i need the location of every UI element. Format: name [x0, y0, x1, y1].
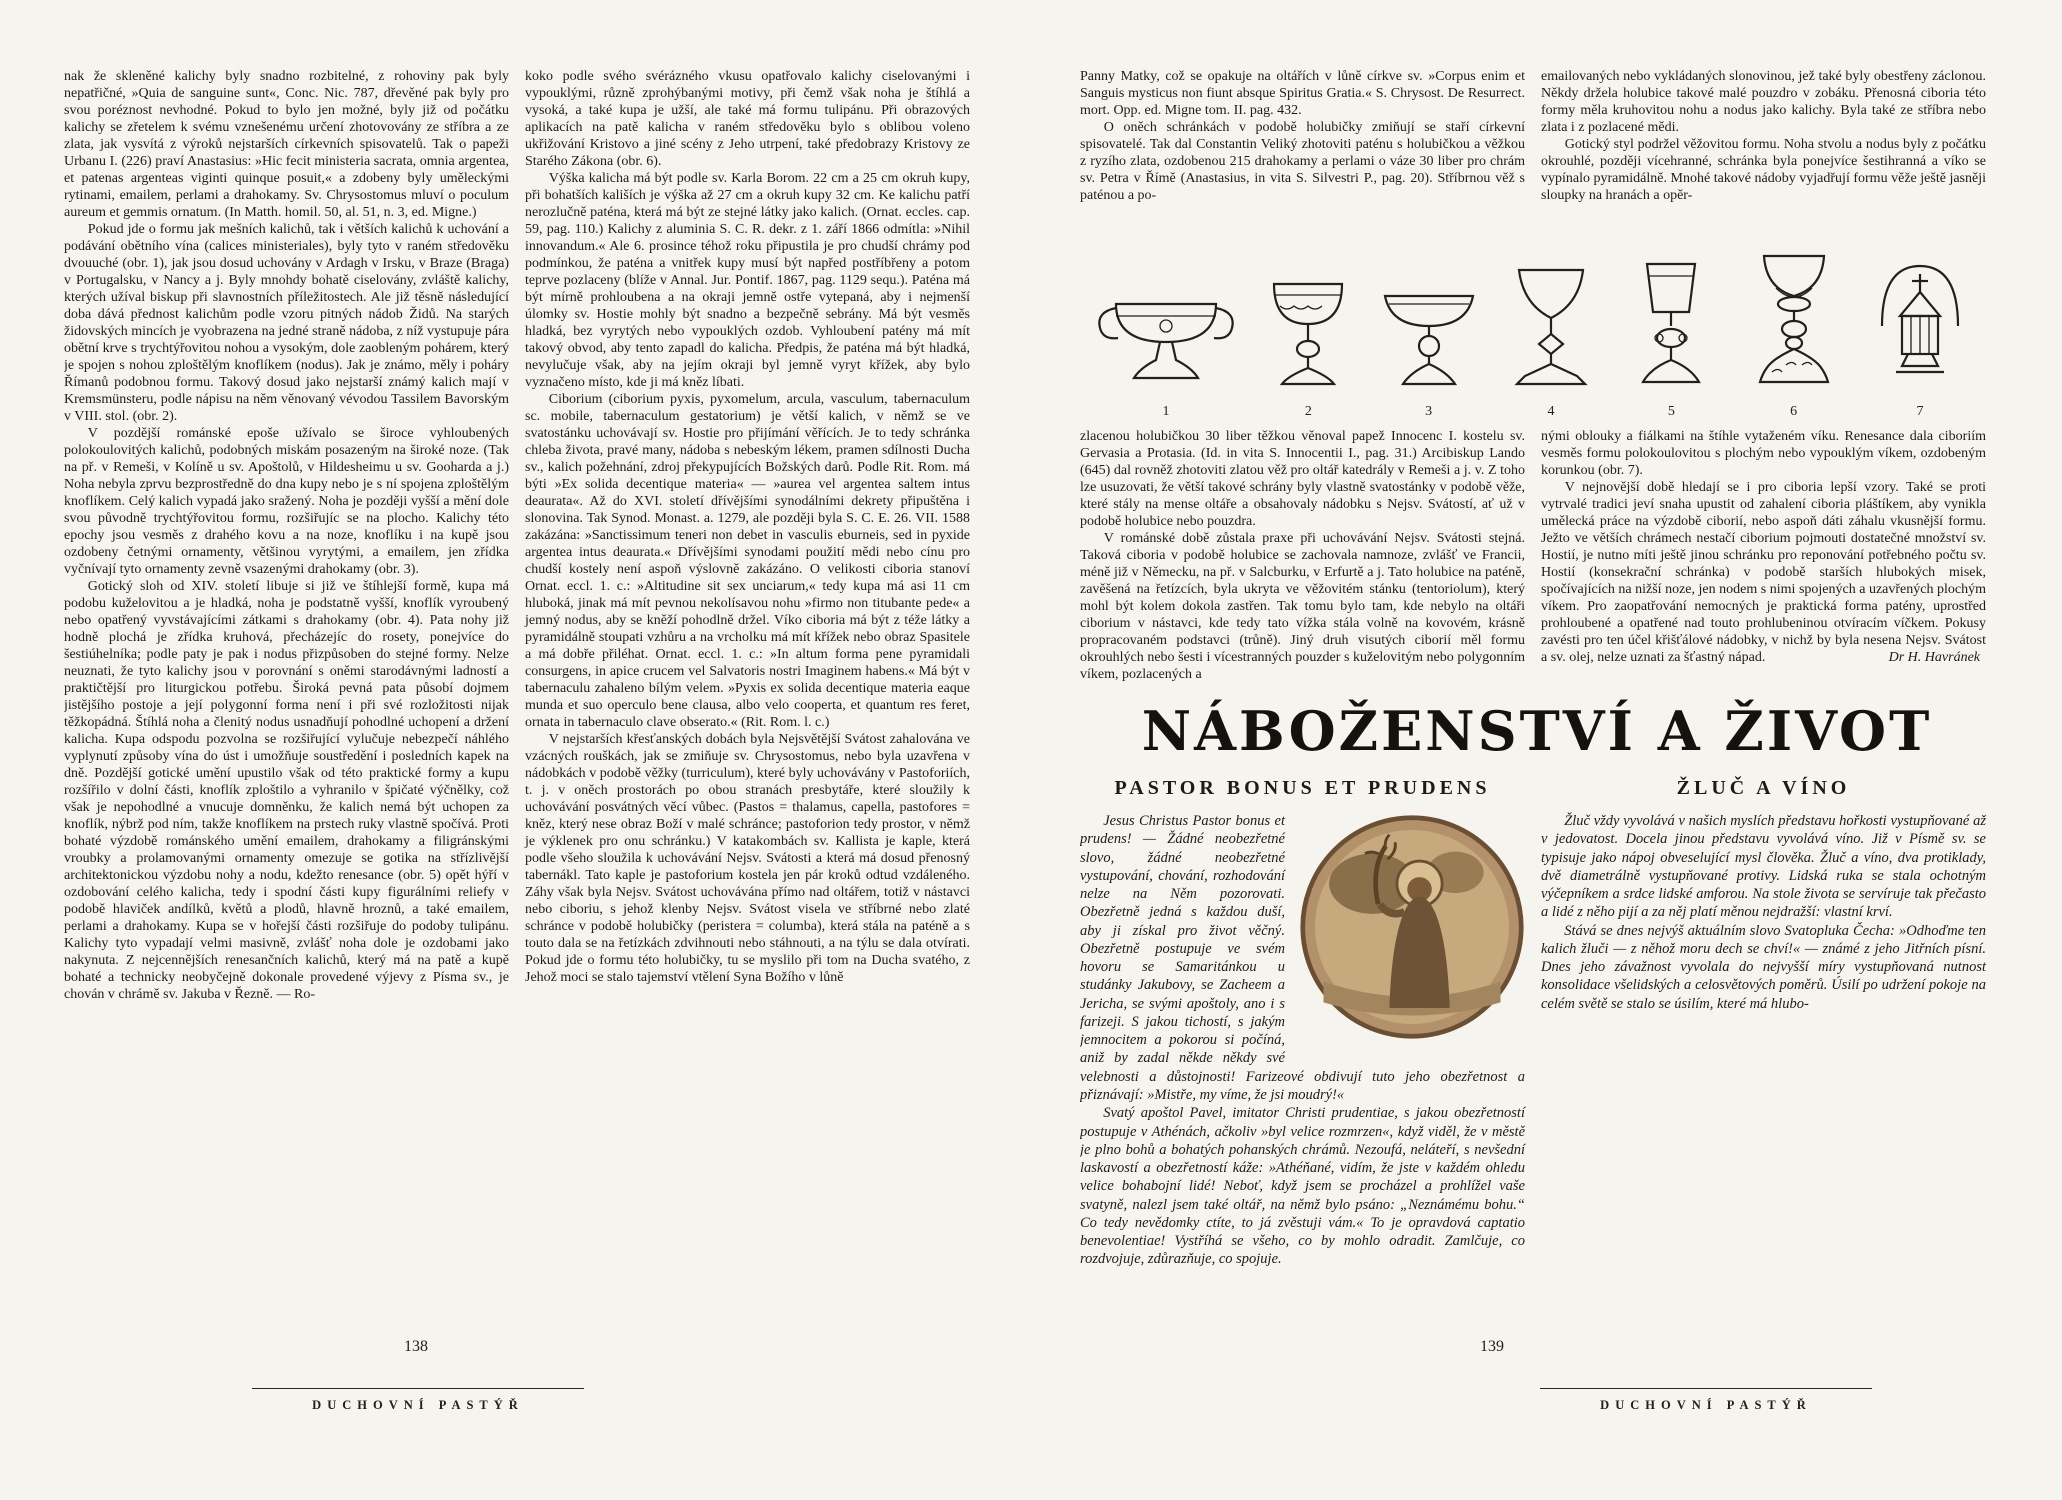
right-column-1-bottom	[1080, 428, 1525, 683]
paragraph: Pokud jde o formu jak mešních kalichů, tak i větších kalichů k uchování a podávání obětního vína (calices ministeriales), byly tyto v raném středověku dvouuché (obr. 1), jak jsou dosud uchovány v Ardagh v Irsku, v Braze (Braga) v Portugalsku, v Nancy a j. Byly mnohdy bohatě ciselovány, zvláště kalichy, kterých užíval biskup při slavnostních příležitostech. Ale již těsně následující doba dává přednost kalichům podle vzoru pitných nádob Židů. Na starých židovských mincích je vyobrazena na jedné straně nádoba, z níž vystupuje pára obětní krve s trychtýřovitou nohou a vysokým, dole zaobleným pohárem, který je spojen s nohou zploštělým knoflíkem (nodus). Jak je známo, měly i poháry Římanů podobnou formu. Takový dosud jako nejstarší známý kalich mají v Kremsmünsteru, podle nápisu na něm věnovaný vévodou Tassilem Bavorským v VIII. stol. (obr. 2).	[64, 222, 509, 424]
paragraph: V pozdější románské epoše užívalo se široce vyhloubených polokoulovitých kalichů, podobných miskám posazeným na široké noze. (Tak na př. v Remeši, v Kolíně u sv. Apoštolů, v Hildesheimu u sv. Gooharda a j.) Noha nebyla zprvu bezprostředně do dna kupy nebo je s ní spojena zploštělým knoflíkem. Celý kalich vypadá jako sražený. Noha je později vyšší a mění dole svou původně trychtýřovitou formu, rozšiřujíc se na plocho. Kalichy této epochy jsou vesměs z drahého kovu a na noze, knoflíku i na kupě jsou ozdobeny četnými ornamenty, většinou vyrytými, a emailem, jen zřídka vyčnívají tyto ornamenty zevně vsazenými drahokamy (obr. 3).	[64, 426, 509, 577]
chalice-1-illustration	[1092, 276, 1240, 392]
right-column-2-top	[1541, 68, 1986, 236]
paragraph: emailovaných nebo vykládaných slonovinou, jež také byly obestřeny záclonou. Někdy držela holubice takové malé pouzdro v zobáku. Přenosná ciboria této formy měla kruhovitou nohu a nodus jako kalichy. Byla také ze stříbra nebo zlata i z pozlacené mědi.	[1541, 69, 1986, 135]
paragraph: O oněch schránkách v podobě holubičky zmiňují se staří církevní spisovatelé. Tak dal Constantin Veliký zhotoviti paténu s holubičkou a věžkou z ryzího zlata, ozdobenou 215 drahokamy a perlami o váze 30 liber pro chrám sv. Petra v Římě (Anastasius, in vita S. Silvestri P., pag. 20). Stříbrnou věž s paténou a po-	[1080, 120, 1525, 203]
figure-item	[1621, 250, 1721, 420]
figure-number: 7	[1916, 404, 1924, 419]
page-number-left: 138	[404, 1338, 428, 1355]
article-zluc-a-vino	[1541, 812, 1986, 1269]
figure-number: 3	[1425, 404, 1433, 419]
ciborium-7-illustration	[1866, 246, 1974, 392]
paragraph: Svatý apoštol Pavel, imitator Christi prudentiae, s jakou obezřetností postupuje v Athénách, ačkoliv »byl velice rozmrzen«, když viděl, že v městě je plno bohů a bohatých pohanských chrámů. Nezoufá, neláteří, s nevšední laskavostí a obezřetností káže: »Athéňané, vidím, že jste v každém ohledu velice bohabojní lidé! Neboť, když jsem se procházel a prohlížel vaše svatyně, nalezl jsem také oltář, na němž bylo psáno: „Neznámému bohu.“ Co tedy nevědomky ctíte, to já zvěstuji vám.« To je opravdová captatio benevolentiae! Vystříhá se všeho, co by mohlo odradit. Zamlčuje, co rozdvojuje, zdůrazňuje, co spojuje.	[1080, 1105, 1525, 1268]
figure-item	[1866, 246, 1974, 420]
chalice-4-illustration	[1501, 252, 1601, 392]
paragraph: Výška kalicha má být podle sv. Karla Borom. 22 cm a 25 cm okruh kupy, při bohatších kališích je výška až 27 cm a okruh kupy 32 cm. Ke kalichu patří nerozlučně paténa, která má být ze stejné látky jako kalich. (Ornat. eccles. cap. 59, pag. 110.) Kalichy z aluminia S. C. R. dekr. z 1. září 1866 odmítla: »Nihil innovandum.« Ale 6. prosince téhož roku připustila je pro chudší chrámy pod podmínkou, že paténa a vnitřek kupy musí být napřed postříbřeny a potom teprve pozlaceny (blíže v Annal. Jur. Pontif. 1867, pag. 1129 sequ.). Paténa má být mírně prohloubena a na okraji jemně ostře vytepaná, aby i nejmenší úlomky sv. Hostie mohly být snadno a bezpečně sebrány. Má být vesměs hladká, bez vyrytých nebo vypouklých ozdob. Vyhloubení patény má mít takový obvod, aby tento zapadl do kalicha. Předpis, že paténa má být hladká, nevylučuje však, aby na jejím okraji byl jemně vyryt křížek, aby bylo vyznačeno místo, kde ji má kněz líbati.	[525, 171, 970, 390]
right-top-text	[1080, 68, 1994, 236]
chalice-2-illustration	[1260, 262, 1356, 392]
figure-number: 4	[1547, 404, 1555, 419]
figure-number: 1	[1162, 404, 1170, 419]
figure-item	[1092, 276, 1240, 420]
right-column-2-bottom	[1541, 428, 1986, 683]
articles-row	[1080, 812, 1994, 1269]
article-pastor-bonus	[1080, 812, 1525, 1269]
chalice-5-illustration	[1621, 250, 1721, 392]
paragraph: nými oblouky a fiálkami na štíhle vytaženém víku. Renesance dala ciboriím vesměs formu polokoulovitou s plochým nebo vypouklým víkem, ozdobeným korunkou (obr. 7).	[1541, 429, 1986, 478]
figure-item	[1742, 244, 1846, 420]
paragraph: Stává se dnes nejvýš aktuálním slovo Svatopluka Čecha: »Odhoďme ten kalich žluči — z něhož moru dech se chví!« — známé z jeho Jitřních písní. Dnes jeho závažnost vyvolala do nejvyšší míry vystupňovaná nutnost konsolidace všelidských a celosvětových poměrů. Úsilí po udržení pokoje na celém světě se stalo se úsilím, které má hlubo-	[1541, 922, 1986, 1012]
paragraph: koko podle svého svérázného vkusu opatřovalo kalichy ciselovanými i vypouklými, různě zprohýbanými motivy, při čemž však noha je štíhlá a vysoká, a také kupa je užší, ale také má formu tulipánu. Při obrazových aplikacích na patě kalicha v raném středověku bylo s oblibou voleno ukřižování Kristovo a jiné scény z Jeho utrpení, také předobrazy Kristovy ze Starého Zákona (obr. 6).	[525, 69, 970, 169]
page-number-right: 139	[1480, 1338, 1504, 1355]
left-column-2	[525, 68, 970, 1330]
figure-number: 6	[1790, 404, 1798, 419]
journal-footer-left: DUCHOVNÍ PASTÝŘ	[252, 1388, 584, 1413]
section-title: NÁBOŽENSTVÍ A ŽIVOT	[1141, 699, 1933, 763]
paragraph: zlacenou holubičkou 30 liber těžkou věnoval papež Innocenc I. kostelu sv. Gervasia a Protasia. (Id. in vita S. Innocentii I., pag. 31.) Arcibiskup Lando (645) dal rovněž zhotoviti zlatou věž pro oltář katedrály v Remeši a j. v. Z toho lze usuzovati, že větší takové schrány byly vlastně svatostánky v podobě věže, které stály na mense oltáře a obsahovaly nádobku s Nejsv. Svátostí, ať už v podobě holubice nebo pouzdra.	[1080, 429, 1525, 529]
article-headings	[1080, 777, 1994, 800]
paragraph: Žluč vždy vyvolává v našich myslích představu hořkosti vystupňované až v jedovatost. Docela jinou představu vyvolává víno. Již v Písmě sv. se typisuje jako nápoj obveselující mysl člověka. Žluč a víno, dva protiklady, dvě diametrálně vystupňované protivy. Lidská ruka se stala ochotným výčepníkem a srdce lidské amforou. Na stole života se servíruje tak přečasto a lidé z něho pijí a za něj platí měnou nejdražší: vlastní krví.	[1541, 813, 1986, 921]
figure-item	[1377, 266, 1481, 420]
paragraph: V románské době zůstala praxe při uchovávání Nejsv. Svátosti stejná. Taková ciboria v podobě holubice se zachovala namnoze, zvlášť ve Francii, méně již v Německu, na př. v Salcburku, v Erfurtě a j. Tato holubice na paténě, zavěšená na řetízcích, byla ukryta ve věžovitém stánku (tentoriolum), který mohl být kolem dokola zastřen. Tak tomu bylo tam, kde nebylo na oltáři ciborium v nástavci, kde tedy tato vížka stála volně na kovovém, krásně propracovaném podstavci (trůně). Jiný druh visutých ciborií měl formu okrouhlých nebo šesti i vícestranných pouzder s kuželovitým nebo polygonním víkem, pozlacených a	[1080, 531, 1525, 682]
paragraph: Panny Matky, což se opakuje na oltářích v lůně církve sv. »Corpus enim et Sanguis mysticus non fiunt absque Spiritus Gratia.« S. Chrysost. De Resurrect. mort. Opp. ed. Migne tom. II. pag. 432.	[1080, 69, 1525, 118]
figure-number: 2	[1304, 404, 1312, 419]
paragraph: Jesus Christus Pastor bonus et prudens! — Žádné neobezřetné slovo, žádné neobezřetné vystupování, chování, rozhodování nelze na Něm pozorovati. Obezřetně jedná s každou duší, aby ji získal pro život věčný. Obezřetně postupuje ve svém hovoru se Samaritánkou u studánky Jakubovy, se Zacheem a Jericha, se svými apoštoly, ano i s farizeji. S jakou tichostí, s jakým jemnocitem a pokorou si počíná, aniž by zadal někde někdy své velebnosti a důstojnosti! Farizeové obdivují tuto jeho obezřetnost a přiznávají: »Mistře, my víme, že jsi moudrý!«	[1080, 813, 1525, 1103]
right-column-1-top	[1080, 68, 1525, 236]
paragraph: V nejstarších křesťanských dobách byla Nejsvětější Svátost zahalována ve vzácných rouškách, jak se zmiňuje sv. Chrysostomus, nebo byla uzavřena v nádobkách v podobě věžky (turriculum), které byly uchovávány v Pastoforiích, t. j. v oněch prostorách po obou stranách presbytáře, které sloužily k uchovávání posvátných věcí vůbec. (Pastos = thalamus, capella, pastofores = kněz, který nese obraz Boží v malé schránce; pastoforion tedy prostor, v němž je výklenek pro onu schránku.) V katakombách sv. Kallista je kaple, která podle všeho sloužila k uchovávání Nejsv. Svátosti a která má dosud přenosný tabernákl. Tato kaple je pastoforium kostela jen pár kroků odtud vzdáleného. Záhy však byla Nejsv. Svátost uchovávána přímo nad oltářem, totiž v nástavci nebo ciboriu, s jehož klenby Nejsv. Svátost visela ve stříbrné nebo zlaté schránce v podobě holubičky (peristera = columba), která stála na paténě a s touto dala se na řetízkách zdvihnouti nebo stáhnouti, a na týlu se dala otvírati. Pokud jde o formu této holubičky, tu se myslilo při tom na Ducha svatého, z Jehož moci se stalo tajemství vtělení Syna Božího v lůně	[525, 732, 970, 985]
chalice-3-illustration	[1377, 266, 1481, 392]
figure-item	[1501, 252, 1601, 420]
page-left	[64, 68, 970, 1330]
byline: Dr H. Havránek	[1888, 650, 1980, 665]
figure-number: 5	[1667, 404, 1675, 419]
chalice-figure-strip	[1080, 236, 1994, 420]
figure-item	[1260, 262, 1356, 420]
journal-footer-right: DUCHOVNÍ PASTÝŘ	[1540, 1388, 1872, 1413]
right-bottom-text	[1080, 428, 1994, 683]
paragraph: V nejnovější době hledají se i pro ciboria lepší vzory. Také se proti vytrvalé tradici jeví snaha upustit od zahalení ciboria pláštíkem, aby vynikla umělecká práce na výzdobě ciborií, nebo aspoň dáti záhalu vkusnější formu. Ježto ve větších chrámech nestačí ciborium pojmouti dostatečné množství sv. Hostií, je nutno míti ještě jinou schránku pro reponování potřebného počtu sv. Hostií (konsekrační schránka) v podobě starších hlubokých misek, spočívajících na nižší noze, jen nodem s nimi spojených a uzavřených plochým víkem. Pro zaopatřování nemocných je praktická forma patény, uprostřed prohloubené a opatřené nad touto prohlubeninou otvíracím víčkem. Pokusy zavésti pro ten účel křišťálové nádobky, v nichž by byla nesena Nejsv. Svátost a sv. olej, nelze uznati za šťastný nápad.	[1541, 480, 1986, 665]
left-column-1	[64, 68, 509, 1330]
paragraph: Ciborium (ciborium pyxis, pyxomelum, arcula, vasculum, tabernaculum sc. mobile, tabernaculum gestatorium) je větší kalich, v němž se ve svatostánku uchovávají sv. Hostie pro přijímání věřících. Je to tedy schránka chleba života, pravé many, nádoba s nebeským lékem, pramen sdílnosti Ducha sv., kalich požehnání, zdroj překypujících Božských darů. Podle Rit. Rom. má býti »Ex solida decentique materia« — »aurea vel argentea saltem intus deaurata«. Až do XVI. století dřívějšími synodálními dekrety připuštěna i slonovina. Tak Synod. Monast. a. 1279, ale později byla S. C. E. 26. VII. 1588 zakázána: »Sanctissimum teneri non debet in vasculis eburneis, sed in pyxide argentea intus deaurata.« Dřívějšími synodami použití mědi nebo cínu pro chudší kostely není aspoň výslovně zakázáno. O velikosti ciboria stanoví Ornat. eccl. 1. c.: »Altitudine sit sex unciarum,« tedy kupa má asi 11 cm hluboká, jinak má mít pevnou nekolísavou nohu »firmo non titubante pede« a jemný nodus, aby se kněží pohodlně držel. Víko ciboria má být z téže látky a pyramidálně stoupati vzhůru a na vrcholku má mít křížek nebo obraz Spasitele a má dobře přiléhat. Ornat. eccl. 1. c.: »In altum forma pene pyramidali consurgens, in apice crucem vel Salvatoris nostri Imaginem habens.« Má být v tabernaculu zahaleno bílým velem. »Pyxis ex solida decentique materia eaque munda et suo operculo bene clausa, albo velo cooperta, et quantum res feret, ornata in tabernaculo clave obserato.« (Rit. Rom. l. c.)	[525, 392, 970, 730]
christ-medallion-image	[1299, 814, 1525, 1045]
chalice-6-illustration	[1742, 244, 1846, 392]
paragraph: Gotický styl podržel věžovitou formu. Noha stvolu a nodus byly z počátku okrouhlé, později vícehranné, schránka byla ponejvíce šestihranná a víko se vypínalo pyramidálně. Mnohé takové nádoby vyjadřují formu věže ještě jasněji sloupky na hranách a opěr-	[1541, 137, 1986, 203]
paragraph: Gotický sloh od XIV. století libuje si již ve štíhlejší formě, kupa má podobu kuželovitou a je hladká, noha je podstatně vyšší, knoflík vyroubený nebo opatřený vyvstávajícími zátkami s drahokamy (obr. 4). Pata nohy již hodně plochá je zřídka kruhová, přecházejíc do rosety, ponejvíce do šestiúhelníka; podle paty je pak i nodus přizpůsoben do stejné formy. Nelze neuznati, že tyto kalichy jsou v porovnání s oněmi starodávnými ladností a praktičtější pro liturgickou potřebu. Široká pevná pata působí dojmem jistějšího postoje a její polygonní forma není i při své rozložitosti nijak těžkopádná. Štíhlá noha a členitý nodus usnadňují pohodlné uchopení a držení kalicha. Kupa odspodu pozvolna se rozšiřující vylučuje nebezpečí náhlého vyplynutí způsoby vína do úst i umožňuje soustředění i posledních kapek na dně. Pozdější gotické umění upustilo však od této praktické formy a kupu rozšířilo v dolní části, knoflík zploštilo a vyhranilo v špičaté výčnělky, což však je nepohodlné a vnucuje domněnku, že kalich nemá být uchopen za knoflík, nýbrž pod ním, takže knoflíkem na prstech ruky vlastně spočívá. Proti bohaté výzdobě románského umění emailem, drahokamy a filigránskými vroubky a prolamovanými ornamenty omezuje se gotika na střízlivější architektonickou výzdobu nohy a nodu, kdežto renesance (obr. 5) opět hýří v ozdobování celého kalicha, tedy i spodní části kupy figurálními reliefy v podobě hlaviček andílků, květů a plodů, hlavně hroznů, a také emailem, perlami a drahokamy. Kupa se v hořejší části rozšiřuje do podoby tulipánu. Kalichy tyto vypadají velmi masivně, zvlášť noha dole je ozdobami jako nakynuta. Z nejcennějších renesančních kalichů, který má na patě a kupě bohaté a technicky neobyčejně dokonale provedené výjevy z Písma sv., je chován v chrámě sv. Jakuba v Řezně. — Ro-	[64, 579, 509, 1002]
article-heading-pastor-bonus: PASTOR BONUS ET PRUDENS	[1114, 777, 1491, 799]
page-right	[1080, 68, 1994, 1330]
article-heading-zluc-a-vino: ŽLUČ A VÍNO	[1676, 777, 1851, 799]
paragraph: nak že skleněné kalichy byly snadno rozbitelné, z rohoviny pak byly nepatřičné, »Quia de sanguine sunt«, Conc. Nic. 787, dřevěné pak byly pro svou poréznost nevhodné. Pokud to bylo jen možné, byly již od počátku kalichy se zřetelem k svému vznešenému určení zhotovovány ze stříbra a ze zlata, jak vysvítá z výroků nejstarších církevních spisovatelů. Tak o papeži Urbanu I. (226) praví Anastasius: »Hic fecit ministeria sacrata, omnia argentea, et patenas argenteas viginti quinque posuit,« a zdobeny byly uměleckými rytinami, emailem, perlami a drahokamy. Sv. Chrysostomus mluví o poculum aureum et gemmis ornatum. (In Matth. homil. 50, al. 51, n. 3, ed. Migne.)	[64, 69, 509, 220]
